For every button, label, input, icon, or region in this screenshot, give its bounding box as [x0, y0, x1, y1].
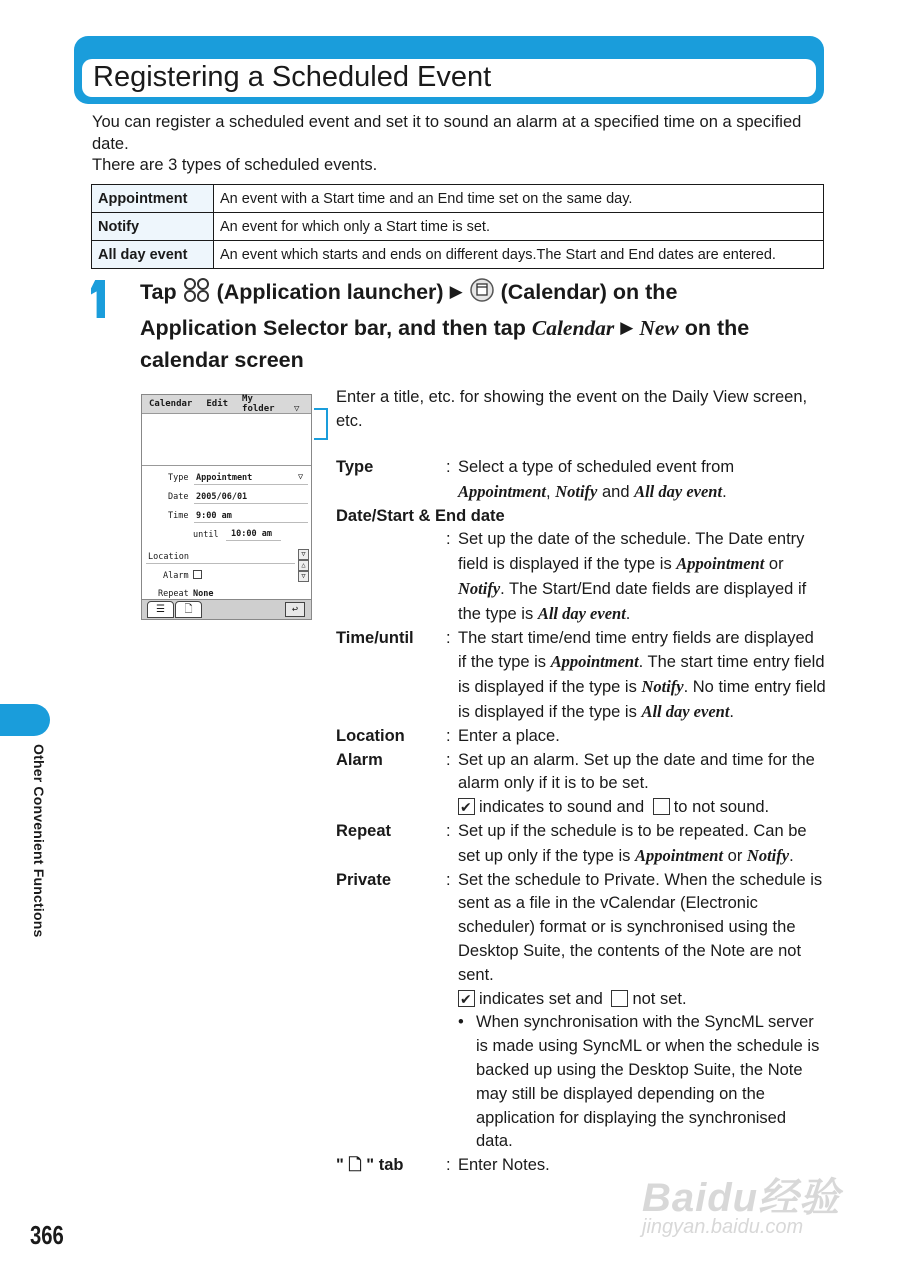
back-icon: ↩	[285, 602, 305, 617]
unchecked-checkbox-icon	[611, 990, 628, 1007]
step-line2b: on the	[684, 316, 750, 340]
step-new: New	[639, 316, 679, 340]
private-note-bullet: • When synchronisation with the SyncML server is made using SyncML or when the schedule is backed up using the Desktop Suite, the Note may still be displayed depending on the application for displaying the synchronised data.	[458, 1013, 820, 1151]
phone-repeat-label: Repeat	[158, 589, 189, 599]
step-launcher: (Application launcher)	[216, 280, 444, 304]
step-instruction	[140, 276, 830, 376]
phone-time-value: 9:00 am	[196, 511, 232, 521]
field-definitions	[336, 456, 826, 1178]
arrow-icon: ▶	[449, 282, 463, 301]
phone-type-value: Appointment	[196, 473, 253, 483]
phone-date-label: Date	[168, 492, 189, 502]
term-type: Type	[336, 458, 374, 476]
def-time: Time/until : The start time/end time entry fields are displayed if the type is Appointment. The start time entry field is displayed if the type is Notify. No time entry field is displayed if the type is All day event.	[336, 627, 826, 725]
type-value: An event which starts and ends on different days.The Start and End dates are entered.	[214, 241, 824, 269]
phone-repeat-value: None	[193, 589, 214, 599]
def-note-tab: " 🗋 " tab : Enter Notes.	[336, 1154, 826, 1178]
calendar-app-icon	[469, 277, 495, 312]
divider	[194, 522, 308, 523]
def-private: Private : Set the schedule to Private. When the schedule is sent as a file in the vCalendar (Electronic scheduler) format or is synchronised using the Desktop Suite, the contents of the Note are not sent. ✔indicates set and not set. • When synchronisation with the SyncML server is made using SyncML or when the schedule is backed up using the Desktop Suite, the Note may still be displayed depending on the application for displaying the synchronised data.	[336, 869, 826, 1155]
menu-my-folder: My folder ▽	[242, 394, 300, 414]
table-row	[92, 213, 824, 241]
scroll-down-icon: ▽	[298, 571, 309, 582]
type-key: All day event	[92, 241, 214, 269]
phone-alarm-label: Alarm	[163, 571, 189, 581]
type-value: An event for which only a Start time is set.	[214, 213, 824, 241]
title-banner	[74, 36, 824, 104]
phone-until-value: 10:00 am	[231, 529, 272, 539]
divider	[194, 484, 308, 485]
event-types-table	[91, 184, 824, 269]
watermark	[640, 1150, 855, 1245]
divider	[194, 503, 308, 504]
launcher-icon	[183, 277, 211, 312]
title-inner	[82, 59, 816, 97]
step-calendar: Calendar	[531, 316, 615, 340]
watermark-url: jingyan.baidu.com	[642, 1216, 804, 1238]
arrow-icon: ▶	[620, 318, 634, 337]
phone-date-value: 2005/06/01	[196, 492, 248, 502]
list-tab-icon: ☰	[147, 601, 174, 618]
table-row	[92, 241, 824, 269]
term-date: Date/Start & End date	[336, 506, 505, 525]
page-title: Registering a Scheduled Event	[93, 61, 492, 93]
title-description: Enter a title, etc. for showing the event on the Daily View screen, etc.	[336, 388, 808, 430]
step-line3: calendar screen	[140, 348, 304, 372]
step-number-1	[91, 280, 105, 318]
checked-checkbox-icon	[458, 990, 475, 1007]
intro	[92, 112, 827, 177]
dropdown-icon: ▽	[298, 472, 304, 482]
menu-edit: Edit	[206, 399, 229, 409]
scroll-up-icon: ▽	[298, 549, 309, 560]
term-time: Time/until	[336, 628, 414, 647]
phone-title-field	[142, 414, 311, 466]
intro-line-2: There are 3 types of scheduled events.	[92, 156, 378, 174]
def-repeat: Repeat : Set up if the schedule is to be repeated. Can be set up only if the type is Appointment or Notify.	[336, 820, 826, 869]
term-alarm: Alarm	[336, 750, 383, 769]
phone-type-label: Type	[168, 473, 189, 483]
divider	[146, 563, 295, 564]
page-number: 366	[30, 1220, 64, 1250]
step-calendar-app: (Calendar) on the	[500, 280, 678, 304]
phone-location-label: Location	[148, 552, 189, 562]
checked-checkbox-icon	[458, 798, 475, 815]
menu-calendar: Calendar	[149, 399, 193, 409]
type-key: Appointment	[92, 185, 214, 213]
phone-menu-bar	[142, 395, 311, 414]
unchecked-checkbox-icon	[653, 798, 670, 815]
def-location: Location : Enter a place.	[336, 725, 826, 749]
type-value: An event with a Start time and an End time set on the same day.	[214, 185, 824, 213]
term-location: Location	[336, 726, 405, 745]
phone-alarm-checkbox	[193, 570, 202, 581]
def-type: Type : Select a type of scheduled event from Appointment, Notify and All day event.	[336, 456, 826, 505]
term-note-tab: " 🗋 " tab	[336, 1156, 404, 1175]
phone-screenshot	[141, 394, 312, 620]
phone-tab-bar	[142, 599, 311, 619]
divider	[226, 540, 281, 541]
callout-bracket	[314, 408, 328, 440]
note-tab-icon: 🗋	[175, 601, 202, 618]
phone-until-label: until	[193, 530, 219, 540]
term-repeat: Repeat	[336, 821, 392, 840]
table-row	[92, 185, 824, 213]
watermark-logo: Baidu经验	[642, 1176, 841, 1220]
def-date: : Set up the date of the schedule. The Date entry field is displayed if the type is Appointment or Notify. The Start/End date fields are displayed if the type is All day event.	[446, 530, 807, 623]
chapter-tab	[0, 704, 50, 736]
chapter-label: Other Convenient Functions	[31, 744, 47, 938]
type-key: Notify	[92, 213, 214, 241]
intro-line-1: You can register a scheduled event and set it to sound an alarm at a specified time on a specified date.	[92, 113, 802, 153]
note-tab-icon: 🗋	[348, 1156, 362, 1175]
def-alarm: Alarm : Set up an alarm. Set up the date and time for the alarm only if it is to be set. ✔indicates to sound and to not sound.	[336, 749, 826, 820]
term-private: Private	[336, 870, 392, 889]
step-tap: Tap	[140, 280, 177, 304]
phone-time-label: Time	[168, 511, 189, 521]
scroll-thumb-icon: △	[298, 560, 309, 571]
step-line2: Application Selector bar, and then tap	[140, 316, 526, 340]
